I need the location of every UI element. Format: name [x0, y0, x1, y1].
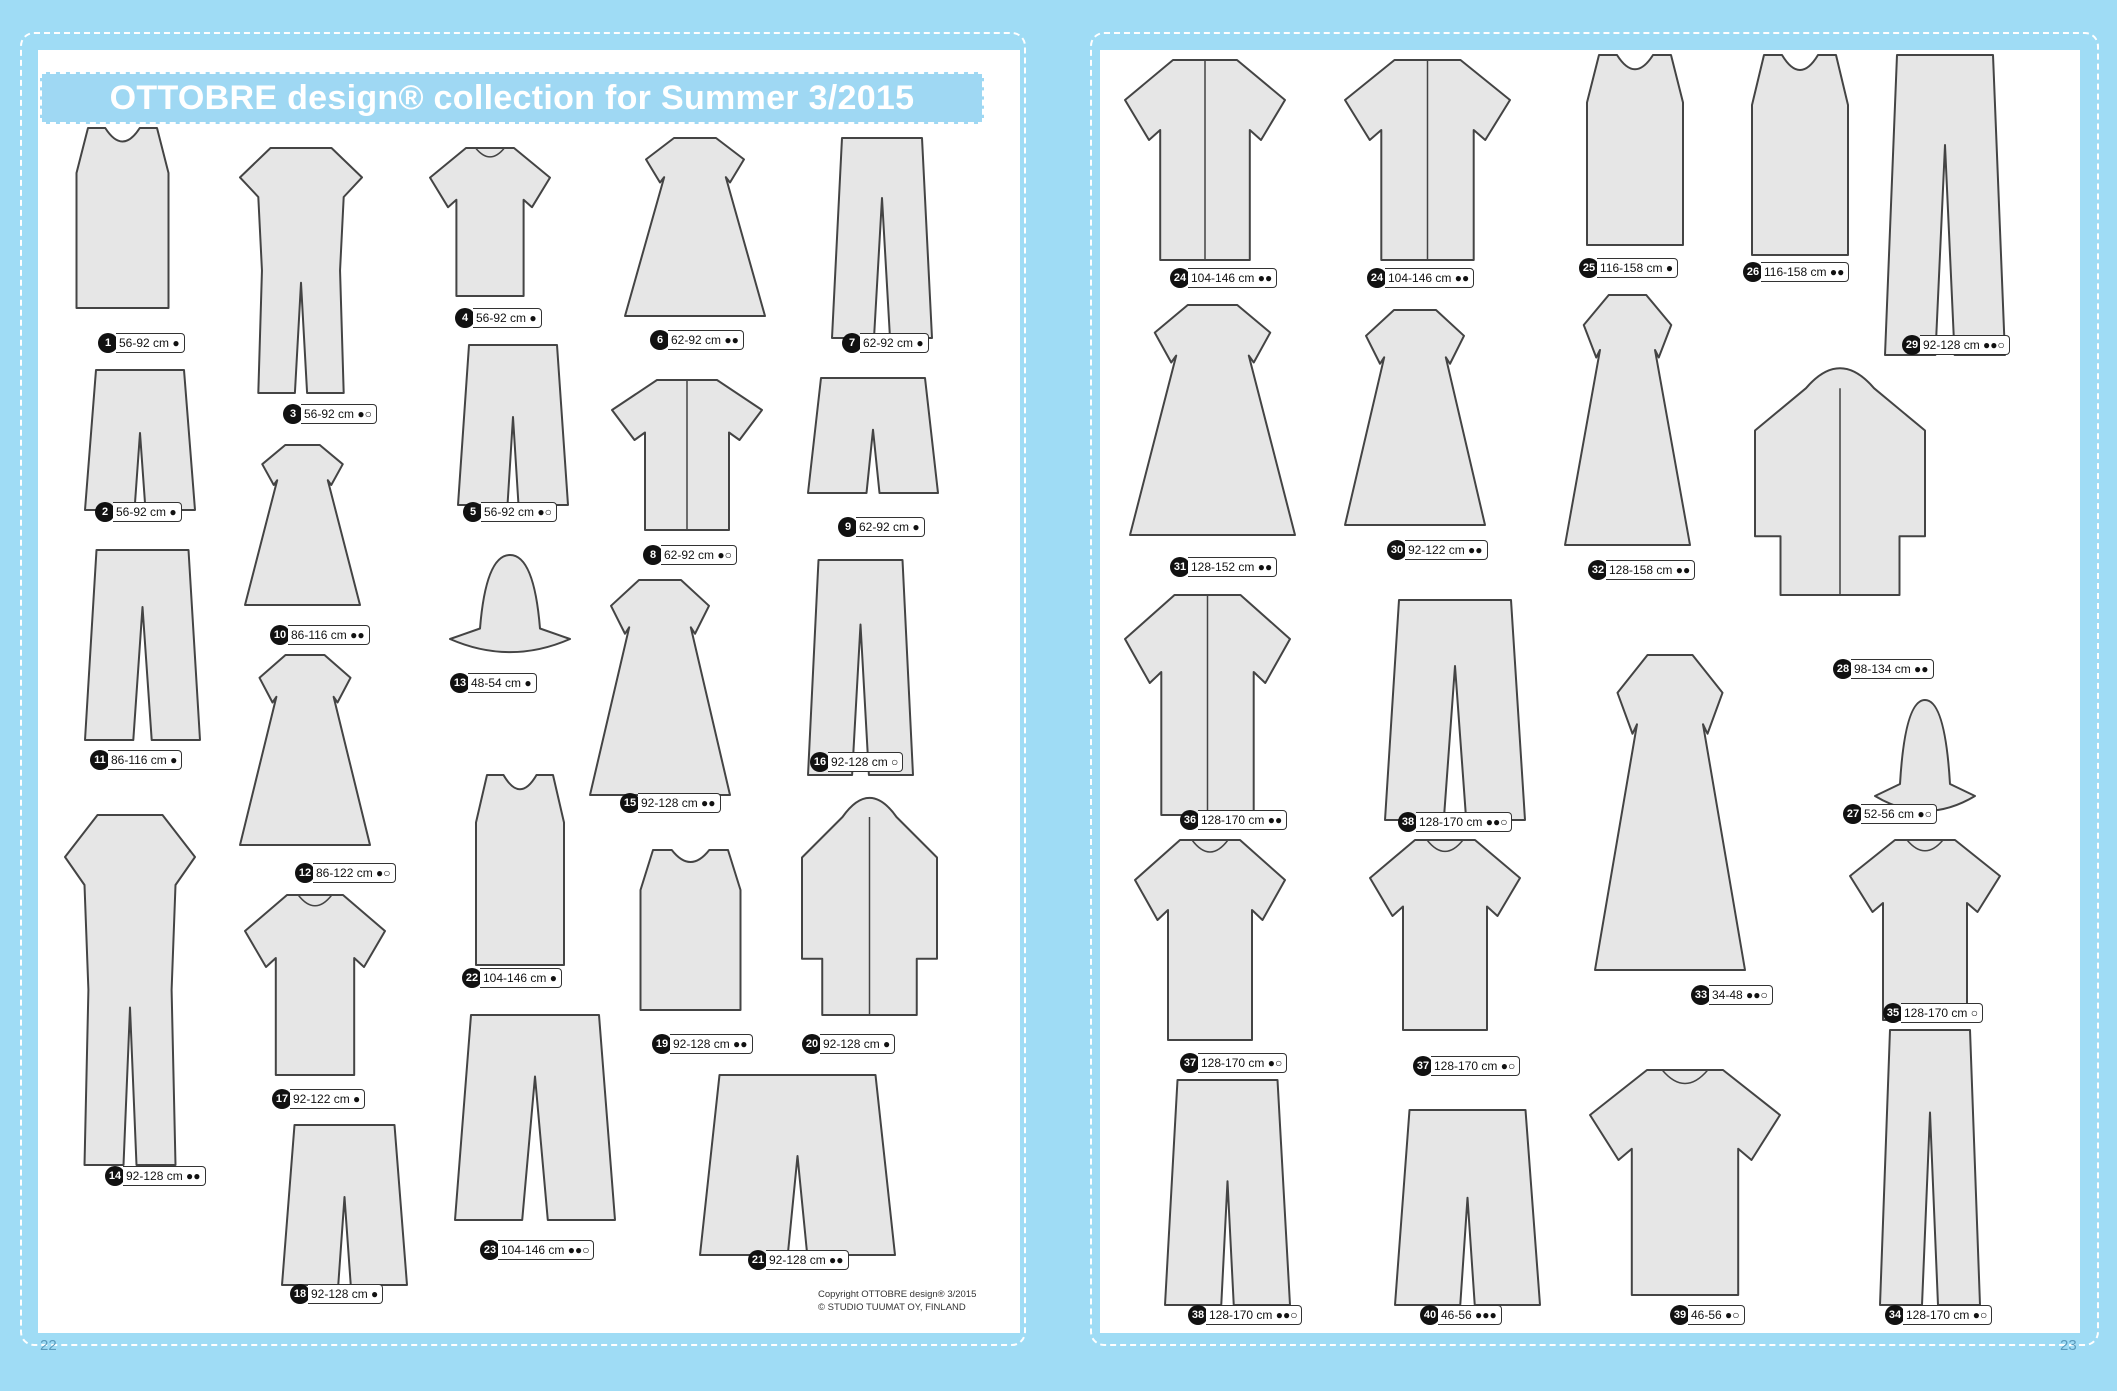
model-number: 20	[802, 1034, 822, 1054]
model-size: 62-92 cm ●	[860, 333, 929, 353]
garment-drawing-shorts	[458, 345, 568, 505]
model-label	[1885, 1305, 1992, 1325]
model-size: 86-116 cm ●●	[288, 625, 370, 645]
model-label	[1420, 1305, 1502, 1325]
garment-drawing-tee	[245, 895, 385, 1075]
garment-drawing-pants	[832, 138, 932, 338]
model-label	[810, 752, 903, 772]
model-number: 30	[1387, 540, 1407, 560]
garment-illustration	[1575, 55, 1695, 245]
model-number: 19	[652, 1034, 672, 1054]
garment-illustration	[240, 148, 362, 393]
model-number: 37	[1413, 1056, 1433, 1076]
garment-drawing-shirt	[1345, 60, 1510, 260]
garment-drawing-romper	[240, 148, 362, 393]
garment-illustration	[808, 378, 938, 493]
garment-drawing-tee	[1135, 840, 1285, 1040]
garment-drawing-dress	[1595, 655, 1745, 970]
model-number: 16	[810, 752, 830, 772]
model-size: 128-170 cm ●○	[1903, 1305, 1992, 1325]
garment-drawing-shirt	[1125, 60, 1285, 260]
model-label	[98, 333, 185, 353]
model-label	[643, 545, 737, 565]
garment-drawing-shorts	[282, 1125, 407, 1285]
model-size: 56-92 cm ●	[473, 308, 542, 328]
model-number: 31	[1170, 557, 1190, 577]
garment-illustration	[590, 580, 730, 795]
model-number: 35	[1883, 1003, 1903, 1023]
garment-illustration	[1125, 595, 1290, 815]
garment-illustration	[65, 815, 195, 1165]
model-label	[1367, 268, 1474, 288]
garment-illustration	[458, 345, 568, 505]
model-size: 104-146 cm ●	[480, 968, 562, 988]
model-number: 24	[1170, 268, 1190, 288]
garment-drawing-dress	[1345, 310, 1485, 525]
garment-illustration	[1345, 310, 1485, 525]
garment-drawing-shorts	[1395, 1110, 1540, 1305]
garment-drawing-hat	[450, 555, 570, 660]
garment-illustration	[1345, 60, 1510, 260]
model-label	[1387, 540, 1488, 560]
garment-illustration	[430, 148, 550, 296]
model-label	[1170, 268, 1277, 288]
model-number: 27	[1843, 804, 1863, 824]
garment-drawing-pants	[1885, 55, 2005, 355]
model-size: 92-122 cm ●	[290, 1089, 365, 1109]
garment-illustration	[700, 1075, 895, 1255]
model-size: 116-158 cm ●	[1597, 258, 1678, 278]
model-label	[295, 863, 396, 883]
garment-drawing-vest	[628, 850, 753, 1010]
garment-drawing-shirt	[612, 380, 762, 530]
model-size: 116-158 cm ●●	[1761, 262, 1849, 282]
garment-illustration	[1880, 1030, 1980, 1305]
model-size: 86-116 cm ●	[108, 750, 182, 770]
model-label	[842, 333, 929, 353]
garment-drawing-tee	[1370, 840, 1520, 1030]
model-number: 3	[283, 404, 303, 424]
garment-illustration	[1875, 700, 1975, 820]
garment-drawing-dress	[625, 138, 765, 316]
model-size: 92-128 cm ●●	[670, 1034, 753, 1054]
garment-illustration	[625, 138, 765, 316]
model-size: 104-146 cm ●●	[1385, 268, 1474, 288]
model-label	[1902, 335, 2010, 355]
model-number: 17	[272, 1089, 292, 1109]
garment-illustration	[85, 550, 200, 740]
model-size: 92-128 cm ●●	[123, 1166, 206, 1186]
garment-drawing-dress	[245, 445, 360, 605]
model-size: 52-56 cm ●○	[1861, 804, 1937, 824]
model-number: 18	[290, 1284, 310, 1304]
model-size: 56-92 cm ●○	[481, 502, 557, 522]
model-number: 7	[842, 333, 862, 353]
garment-illustration	[1125, 60, 1285, 260]
model-size: 92-128 cm ○	[828, 752, 903, 772]
garment-illustration	[1135, 840, 1285, 1040]
garment-drawing-shorts	[700, 1075, 895, 1255]
model-number: 13	[450, 673, 470, 693]
garment-illustration	[1755, 360, 1925, 595]
model-number: 32	[1588, 560, 1608, 580]
garment-drawing-hoodie	[802, 790, 937, 1015]
garment-drawing-pants	[1385, 600, 1525, 820]
page-number-left: 22	[40, 1337, 57, 1354]
model-size: 46-56 ●○	[1688, 1305, 1745, 1325]
model-label	[1398, 812, 1512, 832]
garment-illustration	[455, 1015, 615, 1220]
model-size: 62-92 cm ●●	[668, 330, 744, 350]
model-number: 5	[463, 502, 483, 522]
model-size: 56-92 cm ●	[113, 502, 182, 522]
model-size: 128-170 cm ○	[1901, 1003, 1983, 1023]
model-number: 38	[1398, 812, 1418, 832]
model-number: 22	[462, 968, 482, 988]
model-label	[748, 1250, 849, 1270]
model-size: 86-122 cm ●○	[313, 863, 396, 883]
garment-illustration	[1850, 840, 2000, 1020]
garment-drawing-tank	[1575, 55, 1695, 245]
garment-drawing-hat	[1875, 700, 1975, 820]
model-number: 37	[1180, 1053, 1200, 1073]
model-label	[1188, 1305, 1302, 1325]
garment-drawing-pants	[808, 560, 913, 775]
model-size: 56-92 cm ●	[116, 333, 185, 353]
garment-drawing-pants	[85, 550, 200, 740]
model-label	[463, 502, 557, 522]
model-number: 29	[1902, 335, 1922, 355]
model-label	[652, 1034, 753, 1054]
copyright-notice	[818, 1288, 976, 1314]
model-label	[1883, 1003, 1983, 1023]
model-label	[105, 1166, 206, 1186]
model-size: 34-48 ●●○	[1709, 985, 1773, 1005]
model-label	[1413, 1056, 1520, 1076]
model-size: 128-170 cm ●○	[1198, 1053, 1287, 1073]
garment-illustration	[1590, 1070, 1780, 1295]
model-label	[90, 750, 182, 770]
model-label	[455, 308, 542, 328]
garment-drawing-shirt	[1125, 595, 1290, 815]
garment-drawing-jacket	[1755, 360, 1925, 595]
garment-drawing-bloomers	[85, 370, 195, 510]
garment-drawing-shorts	[808, 378, 938, 493]
garment-drawing-pants	[1880, 1030, 1980, 1305]
garment-illustration	[1595, 655, 1745, 970]
garment-drawing-top	[65, 128, 180, 308]
model-size: 62-92 cm ●○	[661, 545, 737, 565]
model-label	[270, 625, 370, 645]
garment-drawing-tee	[430, 148, 550, 296]
garment-drawing-vest	[1740, 55, 1860, 255]
model-number: 39	[1670, 1305, 1690, 1325]
garment-illustration	[65, 128, 180, 308]
garment-illustration	[1370, 840, 1520, 1030]
garment-drawing-dress	[240, 655, 370, 845]
garment-drawing-pants	[455, 1015, 615, 1220]
garment-illustration	[1165, 1080, 1290, 1305]
model-size: 56-92 cm ●○	[301, 404, 377, 424]
model-number: 4	[455, 308, 475, 328]
garment-illustration	[832, 138, 932, 338]
model-label	[1691, 985, 1773, 1005]
model-size: 48-54 cm ●	[468, 673, 537, 693]
page-number-right: 23	[2060, 1337, 2077, 1354]
model-label	[450, 673, 537, 693]
model-number: 9	[838, 517, 858, 537]
model-number: 25	[1579, 258, 1599, 278]
model-size: 128-158 cm ●●	[1606, 560, 1695, 580]
garment-drawing-tank	[465, 775, 575, 965]
model-size: 46-56 ●●●	[1438, 1305, 1502, 1325]
model-label	[1180, 1053, 1287, 1073]
garment-illustration	[1385, 600, 1525, 820]
garment-drawing-tee	[1590, 1070, 1780, 1295]
garment-drawing-dress	[1130, 305, 1295, 535]
garment-illustration	[612, 380, 762, 530]
model-label	[283, 404, 377, 424]
model-label	[1843, 804, 1937, 824]
garment-illustration	[1740, 55, 1860, 255]
garment-illustration	[245, 895, 385, 1075]
garment-drawing-shorts	[1165, 1080, 1290, 1305]
model-number: 34	[1885, 1305, 1905, 1325]
garment-illustration	[808, 560, 913, 775]
model-size: 62-92 cm ●	[856, 517, 925, 537]
model-size: 128-152 cm ●●	[1188, 557, 1277, 577]
model-number: 38	[1188, 1305, 1208, 1325]
model-number: 11	[90, 750, 110, 770]
model-number: 2	[95, 502, 115, 522]
garment-drawing-tee	[1850, 840, 2000, 1020]
model-size: 128-170 cm ●●○	[1416, 812, 1512, 832]
model-size: 128-170 cm ●○	[1431, 1056, 1520, 1076]
model-label	[650, 330, 744, 350]
garment-drawing-jumpsuit	[65, 815, 195, 1165]
model-size: 92-128 cm ●●○	[1920, 335, 2010, 355]
model-number: 23	[480, 1240, 500, 1260]
model-size: 92-128 cm ●●	[766, 1250, 849, 1270]
model-number: 14	[105, 1166, 125, 1186]
model-number: 15	[620, 793, 640, 813]
model-number: 6	[650, 330, 670, 350]
model-label	[1833, 659, 1934, 679]
model-size: 104-146 cm ●●	[1188, 268, 1277, 288]
model-size: 98-134 cm ●●	[1851, 659, 1934, 679]
model-number: 28	[1833, 659, 1853, 679]
garment-drawing-dress	[590, 580, 730, 795]
garment-illustration	[240, 655, 370, 845]
model-label	[95, 502, 182, 522]
model-size: 92-128 cm ●	[308, 1284, 383, 1304]
model-label	[272, 1089, 365, 1109]
model-label	[838, 517, 925, 537]
garment-illustration	[1885, 55, 2005, 355]
model-label	[480, 1240, 594, 1260]
model-number: 26	[1743, 262, 1763, 282]
model-number: 1	[98, 333, 118, 353]
catalog-title: OTTOBRE design® collection for Summer 3/2015	[40, 72, 984, 124]
garment-illustration	[802, 790, 937, 1015]
model-label	[1170, 557, 1277, 577]
model-size: 92-128 cm ●	[820, 1034, 895, 1054]
garment-illustration	[245, 445, 360, 605]
model-size: 92-122 cm ●●	[1405, 540, 1488, 560]
model-label	[290, 1284, 383, 1304]
garment-illustration	[1565, 295, 1690, 545]
model-number: 24	[1367, 268, 1387, 288]
model-number: 10	[270, 625, 290, 645]
garment-illustration	[85, 370, 195, 510]
garment-drawing-dress	[1565, 295, 1690, 545]
model-label	[1670, 1305, 1745, 1325]
copyright-line: © STUDIO TUUMAT OY, FINLAND	[818, 1302, 966, 1313]
model-label	[1180, 810, 1287, 830]
model-size: 128-170 cm ●●	[1198, 810, 1287, 830]
model-size: 128-170 cm ●●○	[1206, 1305, 1302, 1325]
garment-illustration	[450, 555, 570, 660]
garment-illustration	[282, 1125, 407, 1285]
model-size: 92-128 cm ●●	[638, 793, 721, 813]
copyright-line: Copyright OTTOBRE design® 3/2015	[818, 1289, 977, 1300]
model-label	[620, 793, 721, 813]
model-number: 40	[1420, 1305, 1440, 1325]
garment-illustration	[1130, 305, 1295, 535]
model-label	[802, 1034, 895, 1054]
model-size: 104-146 cm ●●○	[498, 1240, 594, 1260]
garment-illustration	[1395, 1110, 1540, 1305]
garment-illustration	[628, 850, 753, 1010]
model-label	[1743, 262, 1849, 282]
model-number: 36	[1180, 810, 1200, 830]
model-number: 8	[643, 545, 663, 565]
garment-illustration	[465, 775, 575, 965]
model-number: 33	[1691, 985, 1711, 1005]
model-label	[1588, 560, 1695, 580]
model-label	[1579, 258, 1678, 278]
model-number: 12	[295, 863, 315, 883]
model-number: 21	[748, 1250, 768, 1270]
model-label	[462, 968, 562, 988]
